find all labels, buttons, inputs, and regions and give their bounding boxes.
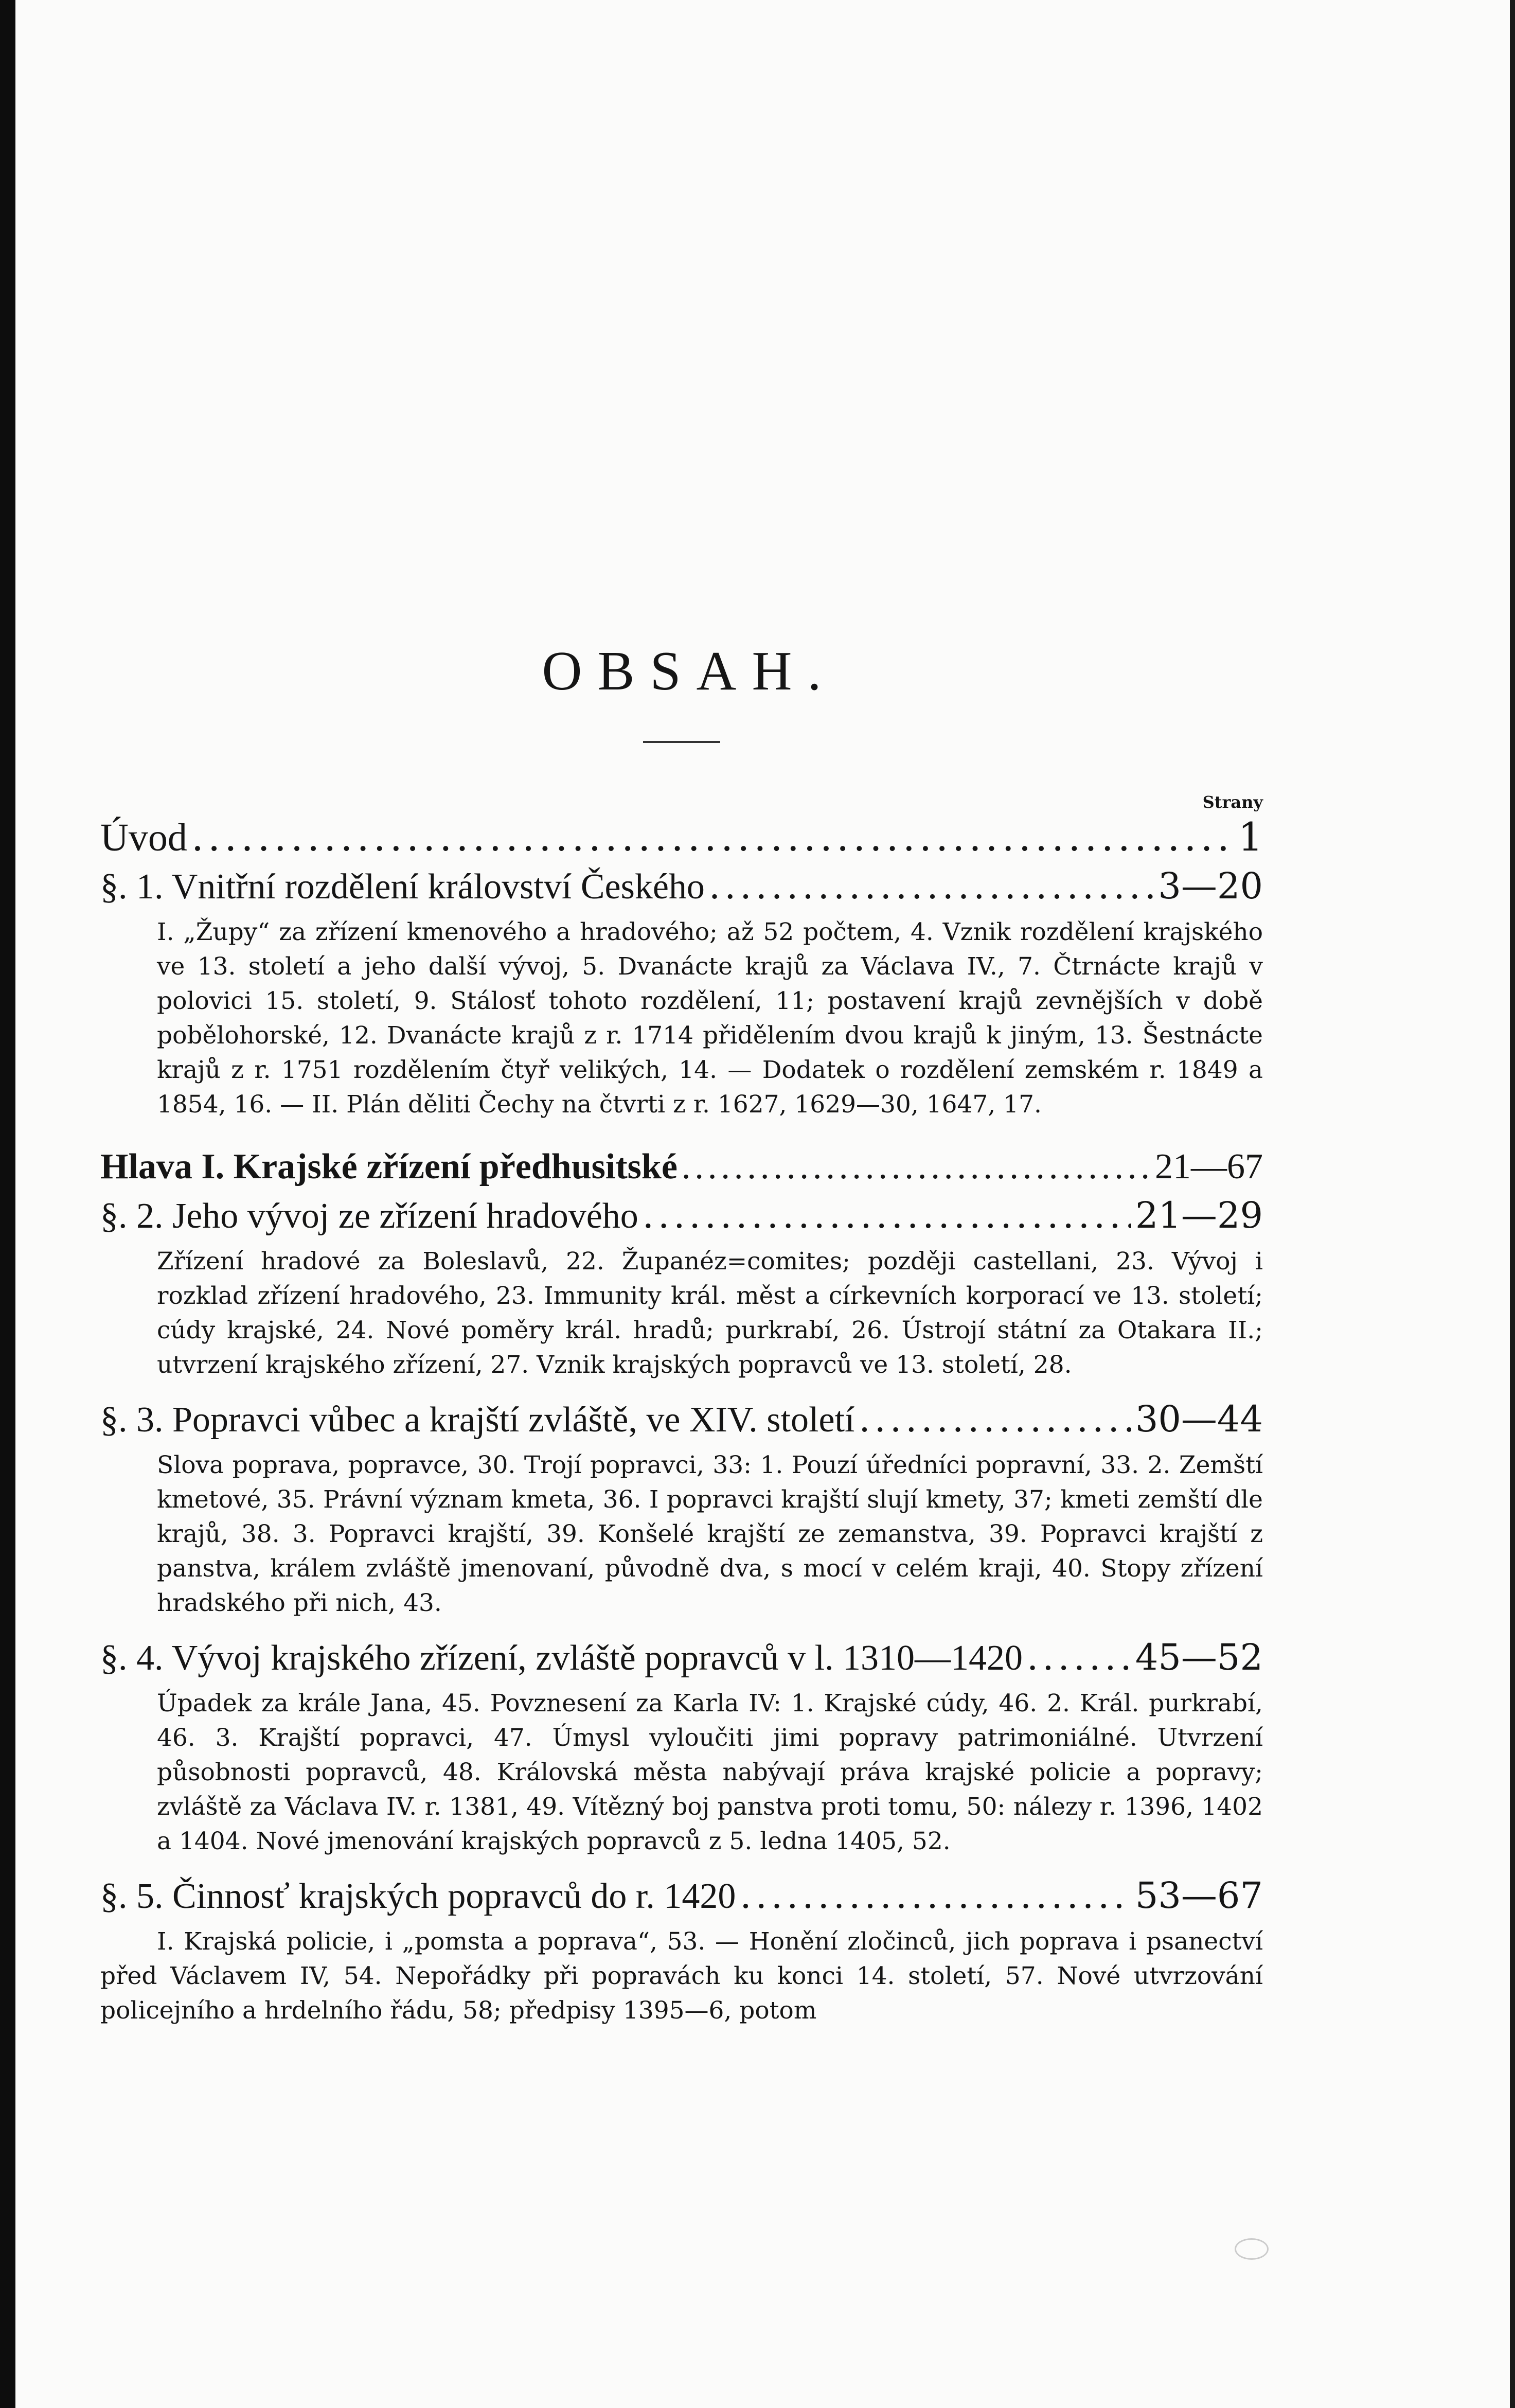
- paper-smudge: [1235, 2238, 1269, 2260]
- dot-leader: [191, 812, 1234, 862]
- entry-pages: 21—29: [1135, 1194, 1263, 1236]
- entry-pages: 1: [1238, 814, 1263, 860]
- dot-leader: [859, 1395, 1131, 1443]
- dot-leader: [1027, 1634, 1131, 1681]
- entry-pages: 30—44: [1135, 1398, 1263, 1440]
- entry-description: Slova poprava, popravce, 30. Trojí popravci, 33: 1. Pouzí úředníci popravní, 33. 2. Zemští kmetové, 35. Právní význam kmeta, 36. I popravci krajští slují kmety, 37; kmeti zemští dle krajů, 38. 3. Popravci krajští, 39. Konšelé krajští ze zemanstva, 39. Popravci krajští z panstva, králem zvláště jmenovaní, původně dva, s mocí v celém kraji, 40. Stopy zřízení hradského při nich, 43.: [157, 1451, 1263, 1617]
- toc-entry-section-1: [100, 862, 1263, 911]
- toc-entry-section-2: [100, 1192, 1263, 1240]
- chapter-pages: 21—67: [1155, 1147, 1263, 1187]
- entry-label: §. 3. Popravci vůbec a krajští zvláště, ve XIV. století: [100, 1400, 855, 1440]
- dot-leader: [643, 1192, 1131, 1239]
- entry-pages: 53—67: [1135, 1874, 1263, 1917]
- chapter-label: Hlava I. Krajské zřízení předhusitské: [100, 1147, 678, 1187]
- entry-label: §. 4. Vývoj krajského zřízení, zvláště popravců v l. 1310—1420: [100, 1638, 1023, 1678]
- entry-pages: 3—20: [1158, 865, 1263, 907]
- dot-leader: [740, 1872, 1131, 1919]
- title-rule: [643, 741, 720, 743]
- entry-label: Úvod: [100, 816, 187, 859]
- page-edge-right: [1510, 0, 1515, 2408]
- page-edge-left: [0, 0, 15, 2408]
- entry-description: I. Krajská policie, i „pomsta a poprava“, 53. — Honění zločinců, jich poprava i psanectví před Václavem IV, 54. Nepořádky při popravách ku konci 14. století, 57. Nové utvrzování policejního a hrdelního řádu, 58; předpisy 1395—6, potom: [100, 1927, 1263, 2025]
- entry-pages: 45—52: [1135, 1636, 1263, 1678]
- entry-label: §. 2. Jeho vývoj ze zřízení hradového: [100, 1196, 638, 1236]
- entry-description: Zřízení hradové za Boleslavů, 22. Županéz=comites; později castellani, 23. Vývoj i rozklad zřízení hradového, 23. Immunity král. měst a církevních korporací ve 13. století; cúdy krajské, 24. Nové poměry král. hradů; purkrabí, 26. Ústrojí státní za Otakara II.; utvrzení krajského zřízení, 27. Vznik krajských popravců ve 13. století, 28.: [157, 1247, 1263, 1379]
- toc-entry-intro: [100, 812, 1263, 862]
- toc-entry-section-4: [100, 1634, 1263, 1682]
- dot-leader: [682, 1142, 1151, 1192]
- entry-description: I. „Župy“ za zřízení kmenového a hradového; až 52 počtem, 4. Vznik rozdělení krajského ve 13. století a jeho další vývoj, 5. Dvanácte krajů za Václava IV., 7. Čtrnácte krajů v polovici 15. století, 9. Stálosť tohoto rozdělení, 11; postavení krajů zevnějších v době pobělohorské, 12. Dvanácte krajů z r. 1714 přidělením dvou krajů k jiným, 13. Šestnácte krajů z r. 1751 rozdělením čtyř velikých, 14. — Dodatek o rozdělení zemském r. 1849 a 1854, 16. — II. Plán děliti Čechy na čtvrti z r. 1627, 1629—30, 1647, 17.: [157, 918, 1263, 1119]
- entry-description: Úpadek za krále Jana, 45. Povznesení za Karla IV: 1. Krajské cúdy, 46. 2. Král. purkrabí, 46. 3. Krajští popravci, 47. Úmysl vyloučiti jimi popravy patrimoniálné. Utvrzení působnosti popravců, 48. Královská města nabývají práva krajské policie a popravy; zvláště za Václava IV. r. 1381, 49. Vítězný boj panstva proti tomu, 50: nálezy r. 1396, 1402 a 1404. Nové jmenování krajských popravců z 5. ledna 1405, 52.: [157, 1689, 1263, 1855]
- table-of-contents: [100, 633, 1263, 2028]
- toc-chapter-heading: [100, 1142, 1263, 1192]
- dot-leader: [709, 862, 1154, 910]
- toc-entry-section-5: [100, 1872, 1263, 1920]
- page-title: OBSAH.: [542, 641, 837, 702]
- toc-entry-section-3: [100, 1395, 1263, 1444]
- entry-label: §. 1. Vnitřní rozdělení království Českého: [100, 867, 705, 907]
- pages-column-header: Strany: [1202, 792, 1263, 812]
- entry-label: §. 5. Činnosť krajských popravců do r. 1420: [100, 1876, 736, 1916]
